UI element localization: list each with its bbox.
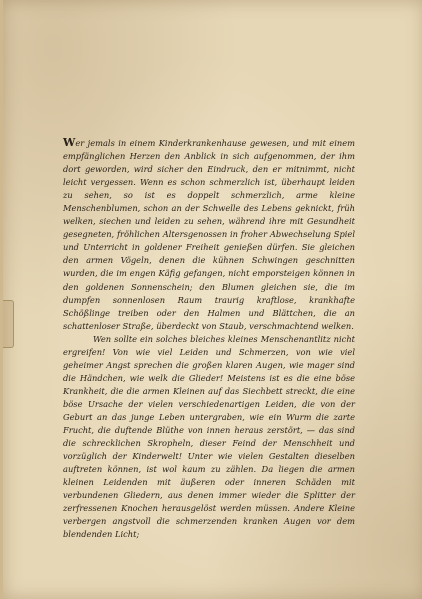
paragraph-1-text: er jemals in einem Kinderkrankenhause gewesen, und mit einem empfänglichen Herzen den Anblick in sich aufgenommen, der ihm dort geworden, wird sicher den Eindruck, den er mitnimmt, nicht leicht vergessen. Wenn es schon schmerzlich ist, überhaupt leiden zu sehen, so ist es doppelt schmerzlich, arme kleine Menschenblumen, schon an der Schwelle des Lebens geknickt, früh welken, siechen und leiden zu sehen, während ihre mit Gesundheit gesegneten, fröhlichen Altersgenossen in froher Abwechselung Spiel und Unterricht in goldener Freiheit genießen dürfen. Sie gleichen den armen Vögeln, denen die kühnen Schwingen geschnitten wurden, die im engen Käfig gefangen, nicht emporsteigen können in den goldenen Sonnenschein; den Blumen gleichen sie, die im dumpfen sonnenlosen Raum traurig kraftlose, krankhafte Schößlinge treiben oder den Halmen und Blättchen, die an schattenloser Straße, überdeckt von Staub, verschmachtend welken. — [63, 138, 355, 331]
paragraph-2: Wen sollte ein solches bleiches kleines Menschenantlitz nicht ergreifen! Von wie viel Leiden und Schmerzen, von wie viel geheimer Angst sprechen die großen klaren Augen, wie mager sind die Händchen, wie welk die Glieder! Meistens ist es die eine böse Krankheit, die die armen Kleinen auf das Siechbett streckt, die eine böse Ursache der vielen verschiedenartigen Leiden, die von der Geburt an das junge Leben untergraben, wie ein Wurm die zarte Frucht, die duftende Blüthe von innen heraus zerstört, — das sind die schrecklichen Skropheln, dieser Feind der Menschheit und vorzüglich der Kinderwelt! Unter wie vielen Gestalten dieselben auftreten können, ist wol kaum zu zählen. Da liegen die armen kleinen Leidenden mit äußeren oder inneren Schäden mit verbundenen Gliedern, aus denen immer wieder die Splitter der zerfressenen Knochen herausgelöst werden müssen. Andere Kleine verbergen angstvoll die schmerzenden kranken Augen vor dem blendenden Licht; — [63, 333, 355, 540]
binding-staple-mark — [3, 300, 14, 348]
initial-letter: W — [63, 136, 76, 149]
paragraph-1 — [63, 136, 355, 333]
body-text — [63, 136, 355, 541]
